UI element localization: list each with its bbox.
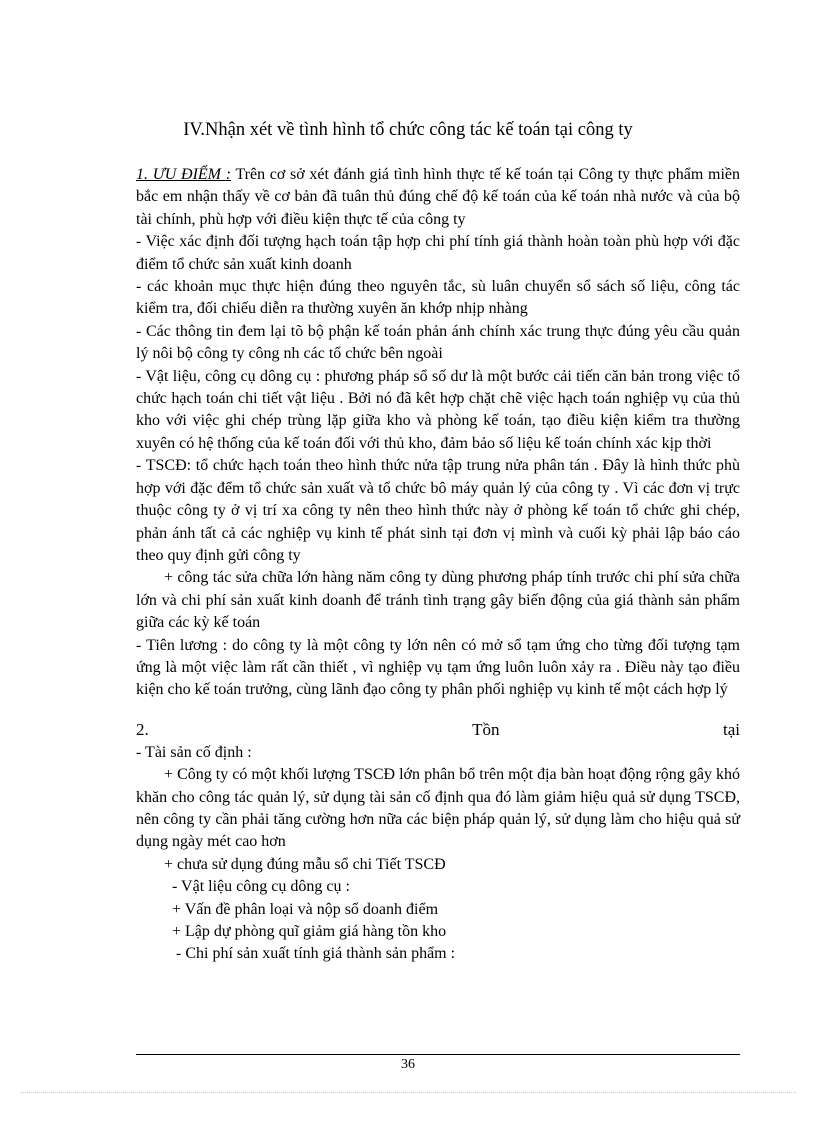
list-item: - Tài sản cố định : — [136, 743, 252, 761]
page-number: 36 — [401, 1057, 415, 1072]
list-item: - Vật liệu công cụ dông cụ : — [172, 878, 350, 896]
paragraph: - Tiên lương : do công ty là một công ty lớn nên có mở sổ tạm ứng cho từng đối tượng tạm ứng là một việc làm rất cần thiết , vì nghiệp vụ tạm ứng luôn luôn xảy ra . Điều này tạo điều kiện cho kế toán trưởng, cùng lãnh đạo công ty phân phối nghiệp vụ kinh tế một cách hợp lý — [136, 636, 740, 699]
section2-heading — [136, 718, 740, 742]
list-item: + Vấn đề phân loại và nộp sổ doanh điểm — [172, 900, 439, 918]
page-title: IV.Nhận xét về tình hình tổ chức công tác kế toán tại công ty — [183, 120, 633, 140]
section1-intro-paragraph — [136, 164, 740, 231]
paragraph: - các khoản mục thực hiện đúng theo nguyên tắc, sù luân chuyển sổ sách số liệu, công tác kiểm tra, đối chiếu diễn ra thường xuyên ăn khớp nhịp nhàng — [136, 278, 740, 318]
list-item: - Chi phí sản xuất tính giá thành sản phẩm : — [176, 945, 456, 963]
list-item: + Lập dự phòng quĩ giảm giá hàng tồn kho — [172, 923, 447, 940]
footer-divider — [136, 1054, 740, 1055]
document-body — [136, 164, 740, 966]
paragraph: - Việc xác định đối tượng hạch toán tập hợp chi phí tính giá thành hoàn toàn phù hợp với đặc điểm tổ chức sản xuất kinh doanh — [136, 233, 740, 273]
paragraph: - Các thông tin đem lại tõ bộ phận kế toán phản ánh chính xác trung thực đúng yêu cầu quản lý nôi bộ công ty công nh các tổ chức bên ngoài — [136, 322, 740, 363]
paragraph: + công tác sửa chữa lớn hàng năm công ty dùng phương pháp tính trước chi phí sửa chữa lớn và chi phí sản xuất kinh doanh để tránh tình trạng gây biến động của giá thành sản phẩm giữa các kỳ kế toán — [136, 569, 740, 632]
page-bottom-border — [20, 1092, 796, 1093]
list-item: + Công ty có một khối lượng TSCĐ lớn phân bổ trên một địa bàn hoạt động rộng gây khó khăn cho công tác quản lý, sử dụng tài sản cố định qua đó làm giảm hiệu quả sử dụng TSCĐ, nên công ty cần phải tăng cường hơn nữa các biện pháp quản lý, sử dụng làm cho hiệu quả sử dụng ngày mét cao hơn — [136, 766, 740, 851]
section2-title: Tồn — [472, 719, 500, 739]
section1-intro-text: Trên cơ sở xét đánh giá tình hình thực tế kế toán tại Công ty thực phẩm miền bắc em nhận thấy về cơ bản đã tuân thủ đúng chế độ kế toán của kế toán nhà nước và của bộ tài chính, phù hợp với điều kiện thực tế của công ty — [136, 166, 740, 228]
section2-title-end: tại — [722, 719, 740, 739]
paragraph: - Vật liệu, công cụ dông cụ : phương pháp sổ số dư là một bước cải tiến căn bản trong việc tổ chức hạch toán chi tiết vật liệu . Bởi nó đã kêt hợp chặt chẽ việc hạch toán nghiệp vụ của thủ kho với việc ghi chép trùng lặp giữa kho và phòng kế toán, tạo điều kiện kiểm tra thường xuyên có hệ thống của kế toán đối với thủ kho, đảm bảo số liệu kế toán chính xác kịp thời — [136, 367, 740, 452]
section2-number: 2. — [136, 719, 149, 739]
section1-heading: 1. ƯU ĐIỂM : — [136, 166, 232, 183]
paragraph: - TSCĐ: tổ chức hạch toán theo hình thức nửa tập trung nửa phân tán . Đây là hình thức phù hợp với đặc đểm tổ chức sản xuất và tổ chức bô máy quản lý của công ty . Vì các đơn vị trực thuộc công ty ở vị trí xa công ty nên theo hình thức này ở phòng kế toán tổ chức ghi chép, phản ánh tất cả các nghiệp vụ kinh tế phát sinh tại đơn vị mình và cuối kỳ phải lập báo cáo theo quy định gửi công ty — [136, 457, 740, 564]
list-item: + chưa sử dụng đúng mẫu sổ chi Tiết TSCĐ — [164, 855, 446, 873]
